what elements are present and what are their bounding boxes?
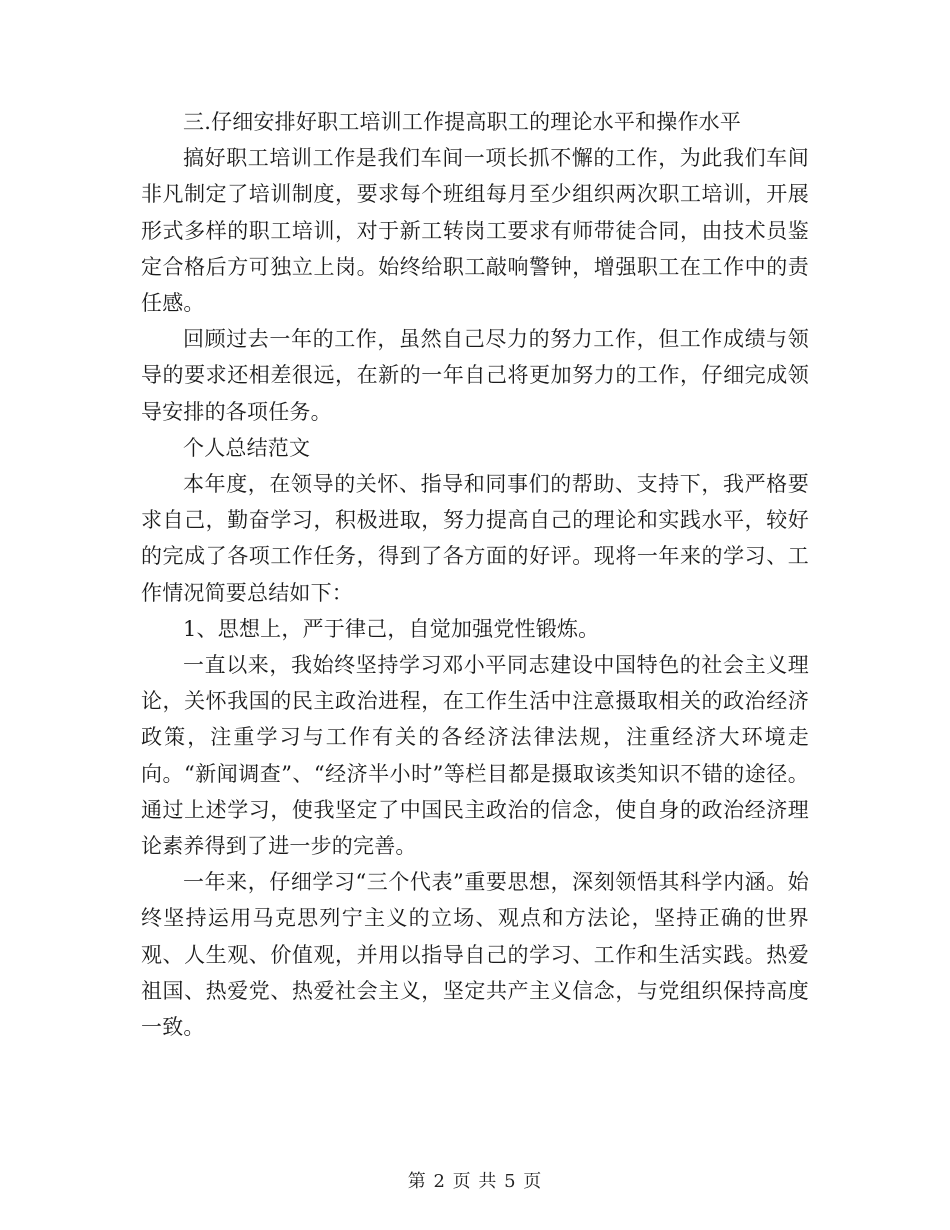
paragraph-year-review: 回顾过去一年的工作，虽然自己尽力的努力工作，但工作成绩与领导的要求还相差很远，在新的一年自己将更加努力的工作，仔细完成领导安排的各项任务。 — [141, 327, 809, 424]
paragraph-training-system: 搞好职工培训工作是我们车间一项长抓不懈的工作，为此我们车间非凡制定了培训制度，要求每个班组每月至少组织两次职工培训，开展形式多样的职工培训，对于新工转岗工要求有师带徒合同，由技术员鉴定合格后方可独立上岗。始终给职工敲响警钟，增强职工在工作中的责任感。 — [141, 146, 809, 316]
section-title-personal-summary: 个人总结范文 — [183, 435, 311, 460]
paragraph-theory-study: 一直以来，我始终坚持学习邓小平同志建设中国特色的社会主义理论，关怀我国的民主政治进程，在工作生活中注意摄取相关的政治经济政策，注重学习与工作有关的各经济法律法规，注重经济大环境走向。“新闻调查”、“经济半小时”等栏目都是摄取该类知识不错的途径。通过上述学习，使我坚定了中国民主政治的信念，使自身的政治经济理论素养得到了进一步的完善。 — [141, 653, 809, 859]
subheading-ideology: 1、思想上，严于律己，自觉加强党性锻炼。 — [183, 616, 600, 641]
document-body — [141, 104, 809, 1045]
paragraph-three-represents: 一年来，仔细学习“三个代表”重要思想，深刻领悟其科学内涵。始终坚持运用马克思列宁主义的立场、观点和方法论，坚持正确的世界观、人生观、价值观，并用以指导自己的学习、工作和生活实践。热爱祖国、热爱党、热爱社会主义，坚定共产主义信念，与党组织保持高度一致。 — [141, 870, 809, 1040]
paragraph-annual-overview: 本年度，在领导的关怀、指导和同事们的帮助、支持下，我严格要求自己，勤奋学习，积极进取，努力提高自己的理论和实践水平，较好的完成了各项工作任务，得到了各方面的好评。现将一年来的学习、工作情况简要总结如下： — [141, 472, 809, 605]
section-heading-staff-training: 三.仔细安排好职工培训工作提高职工的理论水平和操作水平 — [183, 110, 742, 134]
page-number-footer: 第 2 页 共 5 页 — [407, 1171, 543, 1192]
